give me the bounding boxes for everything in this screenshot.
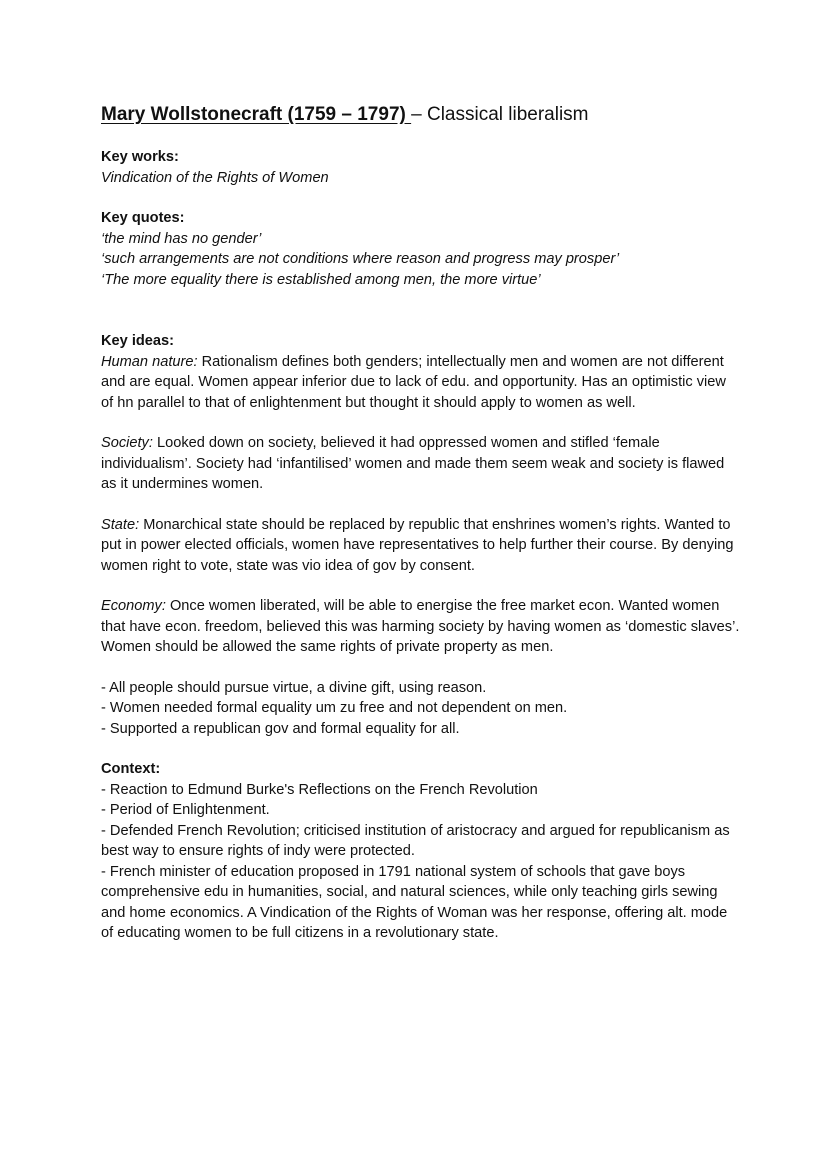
key-quotes-heading: Key quotes:	[101, 210, 185, 226]
idea-paragraph-human-nature	[101, 352, 741, 414]
idea-label: Society:	[101, 435, 153, 451]
quote-item: ‘The more equality there is established among men, the more virtue’	[101, 271, 541, 288]
key-ideas-section	[101, 331, 741, 739]
key-works-section	[101, 147, 741, 188]
idea-label: Economy:	[101, 598, 166, 614]
list-item: - Women needed formal equality um zu free and not dependent on men.	[101, 700, 568, 716]
idea-label: State:	[101, 516, 140, 533]
idea-bullet-list	[101, 678, 741, 740]
list-item: - Period of Enlightenment.	[101, 802, 270, 818]
key-ideas-heading: Key ideas:	[101, 333, 175, 349]
context-list	[101, 780, 741, 944]
quote-item: ‘such arrangements are not conditions where reason and progress may prosper’	[101, 251, 620, 267]
key-quotes-section	[101, 208, 741, 290]
idea-text: Rationalism defines both genders; intellectually men and women are not different and are equal. Women appear inferior due to lack of edu. and opportunity. Has an optimistic view of hn parallel to that of enlightenment but thought it should apply to women as well.	[101, 353, 726, 411]
document-title	[101, 102, 741, 128]
list-item: - All people should pursue virtue, a divine gift, using reason.	[101, 679, 487, 696]
list-item: - Supported a republican gov and formal equality for all.	[101, 720, 460, 737]
idea-paragraph-society	[101, 433, 741, 495]
title-subtitle: – Classical liberalism	[411, 104, 589, 125]
idea-paragraph-state	[101, 515, 741, 577]
key-work-item: Vindication of the Rights of Women	[101, 169, 329, 186]
context-heading: Context:	[101, 761, 161, 777]
list-item: - French minister of education proposed in 1791 national system of schools that gave boys comprehensive edu in humanities, social, and natural sciences, while only teaching girls sewing and home economics. A Vindication of the Rights of Woman was her response, offering alt. mode of educating women to be full citizens in a revolutionary state.	[101, 863, 728, 941]
idea-text: Looked down on society, believed it had oppressed women and stifled ‘female individualism’. Society had ‘infantilised’ women and made them seem weak and society is flawed as it undermines women.	[101, 435, 725, 492]
context-section	[101, 759, 741, 944]
title-main: Mary Wollstonecraft (1759 – 1797)	[101, 104, 412, 125]
idea-text: Once women liberated, will be able to energise the free market econ. Wanted women that have econ. freedom, believed this was harming society by having women as ‘domestic slaves’. Women should be allowed the same rights of private property as men.	[101, 598, 740, 655]
idea-text: Monarchical state should be replaced by republic that enshrines women’s rights. Wanted to put in power elected officials, women have representatives to help further their course. By denying women right to vote, state was vio idea of gov by consent.	[101, 516, 734, 574]
idea-paragraph-economy	[101, 596, 741, 658]
key-works-heading: Key works:	[101, 149, 179, 165]
list-item: - Reaction to Edmund Burke's Reflections on the French Revolution	[101, 781, 538, 798]
quote-item: ‘the mind has no gender’	[101, 230, 262, 247]
idea-label: Human nature:	[101, 353, 198, 370]
document-page	[101, 102, 741, 944]
list-item: - Defended French Revolution; criticised institution of aristocracy and argued for republicanism as best way to ensure rights of indy were protected.	[101, 822, 730, 859]
